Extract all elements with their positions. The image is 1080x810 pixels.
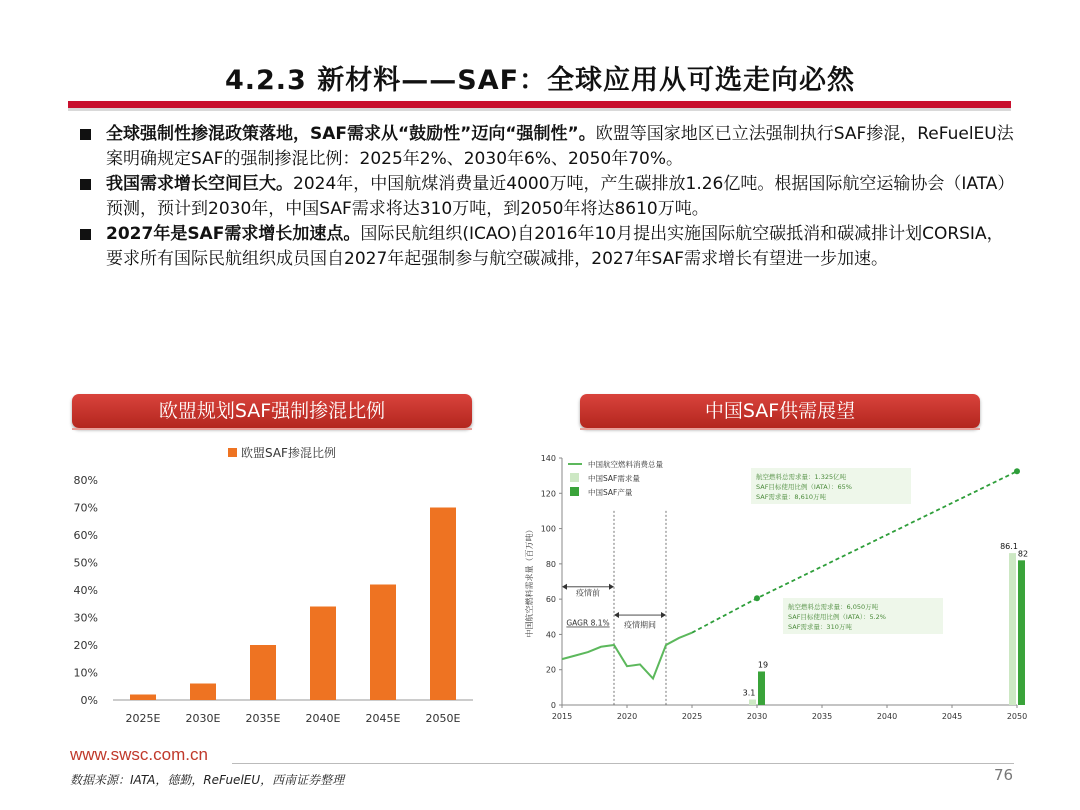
covid-label: 疫情期间	[624, 620, 656, 630]
x-tick-label: 2030E	[185, 712, 221, 725]
bullet-square-icon	[80, 179, 91, 190]
page-number: 76	[994, 766, 1014, 784]
page-title: 4.2.3 新材料——SAF：全球应用从可选走向必然	[224, 65, 856, 96]
legend-label: 中国航空燃料消费总量	[588, 460, 663, 469]
saf-demand-label: 3.1	[742, 688, 756, 698]
cagr-label: GAGR 8.1%	[566, 618, 610, 628]
projection-point	[1014, 468, 1020, 474]
x-tick-label: 2040	[876, 712, 898, 721]
y-tick-label: 60%	[73, 529, 98, 542]
pre-covid-label: 疫情前	[576, 588, 600, 598]
bullet-lead: 全球强制性掺混政策落地，SAF需求从“鼓励性”迈向“强制性”。	[106, 124, 596, 144]
note-2050-line: 航空燃料总需求量：1.325亿吨	[756, 473, 847, 481]
consumption-line	[562, 633, 692, 679]
eu-blend-bar-chart	[68, 432, 483, 737]
footer-url[interactable]: www.swsc.com.cn	[70, 745, 208, 764]
x-tick-label: 2050E	[425, 712, 461, 725]
y-tick-label: 80%	[73, 474, 98, 487]
right-panel-title: 中国SAF供需展望	[580, 394, 980, 428]
legend-demand-swatch	[570, 473, 579, 482]
x-tick-label: 2035	[811, 712, 833, 721]
covid-arrow-head-right	[661, 612, 666, 618]
y-tick-label: 60	[545, 595, 556, 605]
saf-production-bar	[758, 671, 765, 705]
saf-production-label: 82	[1017, 549, 1029, 559]
bullet-body: 2024年，中国航煤消费量近4000万吨，产生碳排放1.26亿吨。根据国际航空运输协会（IATA）预测，预计到2030年，中国SAF需求将达310万吨，到2050年将达8610万吨。	[106, 174, 1015, 219]
legend-swatch	[228, 448, 237, 457]
bar	[250, 645, 276, 700]
x-tick-label: 2045E	[365, 712, 401, 725]
y-axis-label: 中国航空燃料需求量（百万吨）	[525, 525, 534, 638]
bullet-item	[78, 222, 1018, 272]
y-tick-label: 20%	[73, 639, 98, 652]
bullet-body: 欧盟等国家地区已立法强制执行SAF掺混，ReFuelEU法案明确规定SAF的强制掺混比例：2025年2%、2030年6%、2050年70%。	[106, 124, 1014, 169]
footer-source: 数据来源：IATA，德勤，ReFuelEU，西南证券整理	[70, 773, 345, 787]
footer-rule	[232, 763, 1014, 764]
note-2050-line: SAF需求量：8,610万吨	[756, 493, 827, 501]
y-tick-label: 20	[545, 665, 556, 675]
bullet-lead: 我国需求增长空间巨大。	[106, 174, 293, 194]
bar	[190, 684, 216, 701]
y-tick-label: 0	[550, 701, 556, 710]
bullet-body: 国际民航组织(ICAO)自2016年10月提出实施国际航空碳抵消和碳减排计划CORSIA，要求所有国际民航组织成员国自2027年起强制参与航空碳减排，2027年SAF需求增长有望进一步加速。	[106, 224, 1004, 269]
legend-label: 中国SAF需求量	[588, 474, 640, 483]
bullet-lead: 2027年是SAF需求增长加速点。	[106, 224, 361, 244]
y-tick-label: 120	[540, 489, 556, 499]
saf-demand-bar	[1009, 553, 1016, 705]
x-tick-label: 2040E	[305, 712, 341, 725]
y-tick-label: 40	[545, 630, 556, 640]
y-tick-label: 50%	[73, 556, 98, 570]
y-tick-label: 40%	[73, 584, 98, 597]
legend-production-swatch	[570, 487, 579, 496]
x-tick-label: 2030	[746, 712, 768, 721]
bar	[370, 585, 396, 701]
right-panel-rule	[580, 428, 980, 430]
legend-label: 中国SAF产量	[588, 488, 633, 497]
legend-label: 欧盟SAF掺混比例	[241, 446, 336, 460]
x-tick-label: 2035E	[245, 712, 281, 725]
x-tick-label: 2020	[616, 712, 638, 721]
bullet-item	[78, 172, 1018, 222]
y-tick-label: 70%	[73, 501, 98, 515]
x-tick-label: 2015	[551, 712, 573, 721]
bullet-square-icon	[80, 229, 91, 240]
left-panel-rule	[72, 428, 472, 430]
saf-demand-label: 86.1	[1000, 542, 1018, 552]
note-2050-line: SAF目标使用比例（IATA）：65%	[756, 483, 852, 491]
saf-production-label: 19	[757, 660, 769, 670]
bar	[310, 607, 336, 701]
x-tick-label: 2025	[681, 712, 703, 721]
y-tick-label: 140	[540, 454, 556, 463]
y-tick-label: 10%	[73, 666, 98, 680]
bullet-square-icon	[80, 129, 91, 140]
saf-demand-bar	[749, 700, 756, 705]
projection-point	[754, 595, 760, 601]
saf-production-bar	[1018, 560, 1025, 705]
bullet-list	[78, 122, 1018, 272]
pre-covid-arrow-head-left	[562, 584, 567, 590]
note-2030-line: SAF需求量：310万吨	[788, 623, 852, 631]
x-tick-label: 2050	[1006, 712, 1028, 721]
y-tick-label: 80	[545, 559, 556, 569]
covid-arrow-head-left	[614, 612, 619, 618]
y-tick-label: 30%	[73, 611, 98, 625]
y-tick-label: 0%	[80, 694, 98, 707]
x-tick-label: 2045	[941, 712, 963, 721]
pre-covid-arrow-head-right	[609, 584, 614, 590]
bar	[130, 695, 156, 701]
x-tick-label: 2025E	[125, 712, 161, 725]
china-saf-outlook-chart	[518, 440, 1029, 730]
y-tick-label: 100	[540, 524, 556, 534]
bar	[430, 508, 456, 701]
note-2030-line: 航空燃料总需求量：6,050万吨	[788, 603, 879, 611]
note-2030-line: SAF目标使用比例（IATA）：5.2%	[788, 613, 886, 621]
left-panel-title: 欧盟规划SAF强制掺混比例	[72, 394, 472, 428]
title-underline-gray	[68, 108, 1011, 111]
bullet-item	[78, 122, 1018, 172]
title-underline-red	[68, 101, 1011, 108]
